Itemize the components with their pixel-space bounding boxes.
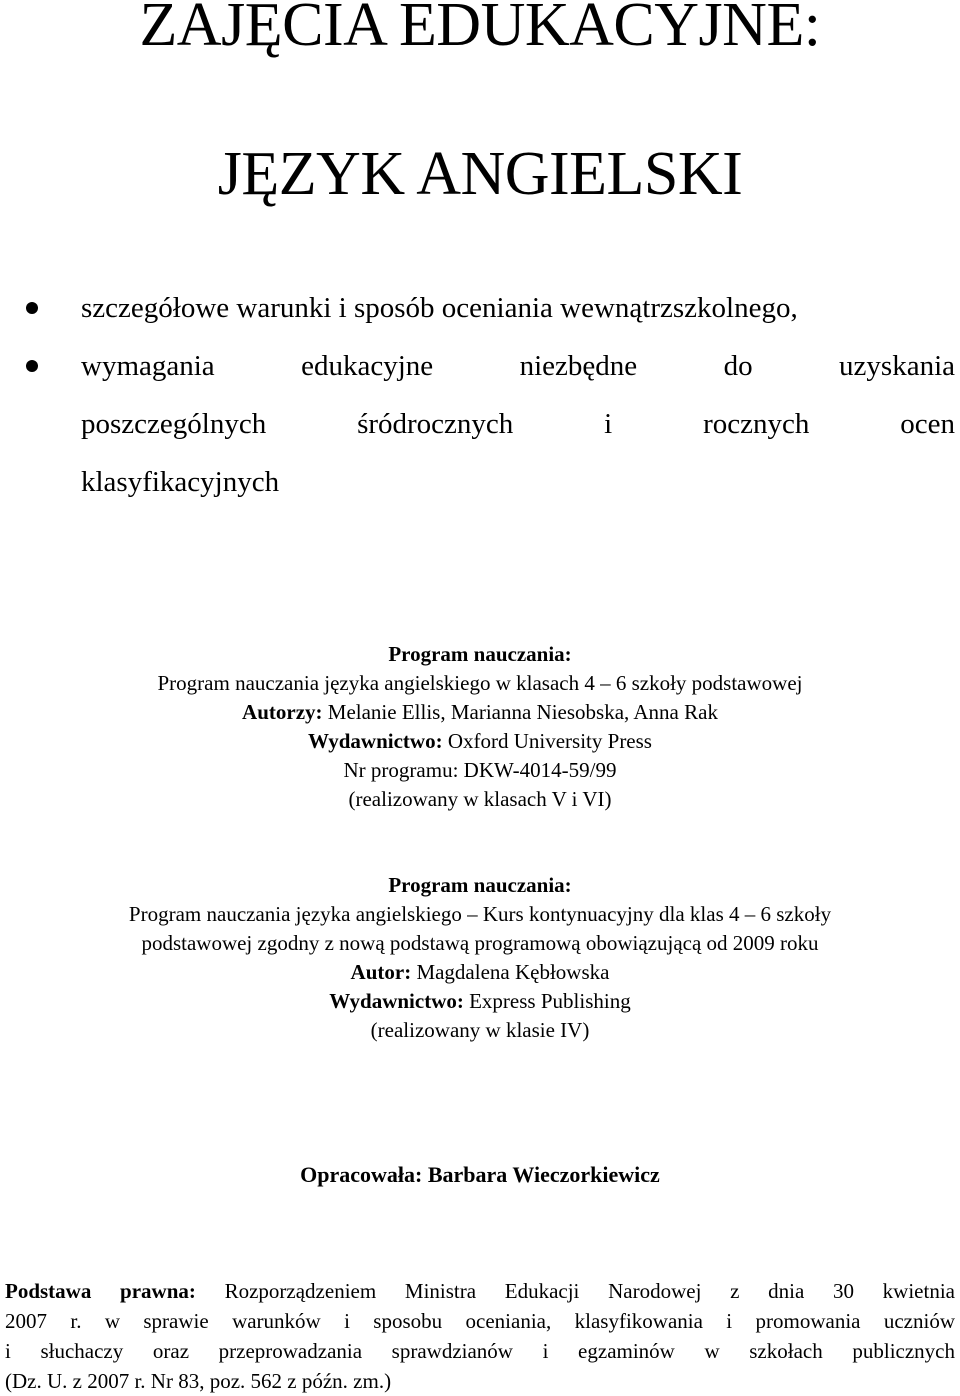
- subject-title: JĘZYK ANGIELSKI: [217, 140, 743, 208]
- authors-label: Autorzy:: [242, 700, 323, 724]
- publisher-value: Express Publishing: [469, 989, 631, 1013]
- program-block-1: [0, 640, 960, 814]
- author-label: Autor:: [350, 960, 412, 984]
- program-number: Nr programu: DKW-4014-59/99: [343, 758, 617, 782]
- bullet-text: [81, 337, 955, 511]
- program-name-line: podstawowej zgodny z nową podstawą programową obowiązującą od 2009 roku: [141, 931, 819, 955]
- program-authors: [0, 698, 960, 727]
- bullet-text: szczegółowe warunki i sposób oceniania wewnątrzszkolnego,: [81, 292, 798, 324]
- legal-line: i słuchaczy oraz przeprowadzania sprawdzianów i egzaminów w szkołach publicznych: [5, 1339, 955, 1363]
- legal-line: [5, 1276, 955, 1306]
- publisher-label: Wydawnictwo:: [308, 729, 443, 753]
- authors-value: Melanie Ellis, Marianna Niesobska, Anna Rak: [327, 700, 718, 724]
- legal-line: 2007 r. w sprawie warunków i sposobu oceniania, klasyfikowania i promowania uczniów: [5, 1309, 955, 1333]
- program-classes: (realizowany w klasie IV): [370, 1018, 590, 1042]
- legal-line: (Dz. U. z 2007 r. Nr 83, poz. 562 z późn. zm.): [5, 1369, 392, 1393]
- program-name: Program nauczania języka angielskiego w klasach 4 – 6 szkoły podstawowej: [157, 671, 803, 695]
- program-classes: (realizowany w klasach V i VI): [348, 787, 612, 811]
- legal-label: Podstawa prawna:: [5, 1279, 196, 1303]
- program-publisher: [0, 727, 960, 756]
- author-value: Magdalena Kębłowska: [416, 960, 610, 984]
- bullet-text-line: wymagania edukacyjne niezbędne do uzyskania: [81, 350, 955, 382]
- legal-text: Rozporządzeniem Ministra Edukacji Narodowej z dnia 30 kwietnia: [224, 1279, 955, 1303]
- program-author: [0, 958, 960, 987]
- publisher-label: Wydawnictwo:: [329, 989, 464, 1013]
- bullet-text-line: poszczególnych śródrocznych i rocznych ocen: [81, 408, 955, 440]
- subject-heading: ZAJĘCIA EDUKACYJNE:: [139, 0, 821, 59]
- publisher-value: Oxford University Press: [447, 729, 652, 753]
- program-heading: Program nauczania:: [388, 642, 572, 666]
- program-block-2: [0, 871, 960, 1045]
- program-heading: Program nauczania:: [388, 873, 572, 897]
- bullet-text-line: klasyfikacyjnych: [81, 466, 280, 498]
- program-name-line: Program nauczania języka angielskiego – Kurs kontynuacyjny dla klas 4 – 6 szkoły: [128, 902, 832, 926]
- legal-basis: [5, 1276, 955, 1396]
- bullet-icon: [26, 360, 38, 372]
- program-publisher: [0, 987, 960, 1016]
- bullet-icon: [26, 302, 38, 314]
- prepared-by: Opracowała: Barbara Wieczorkiewicz: [300, 1162, 660, 1187]
